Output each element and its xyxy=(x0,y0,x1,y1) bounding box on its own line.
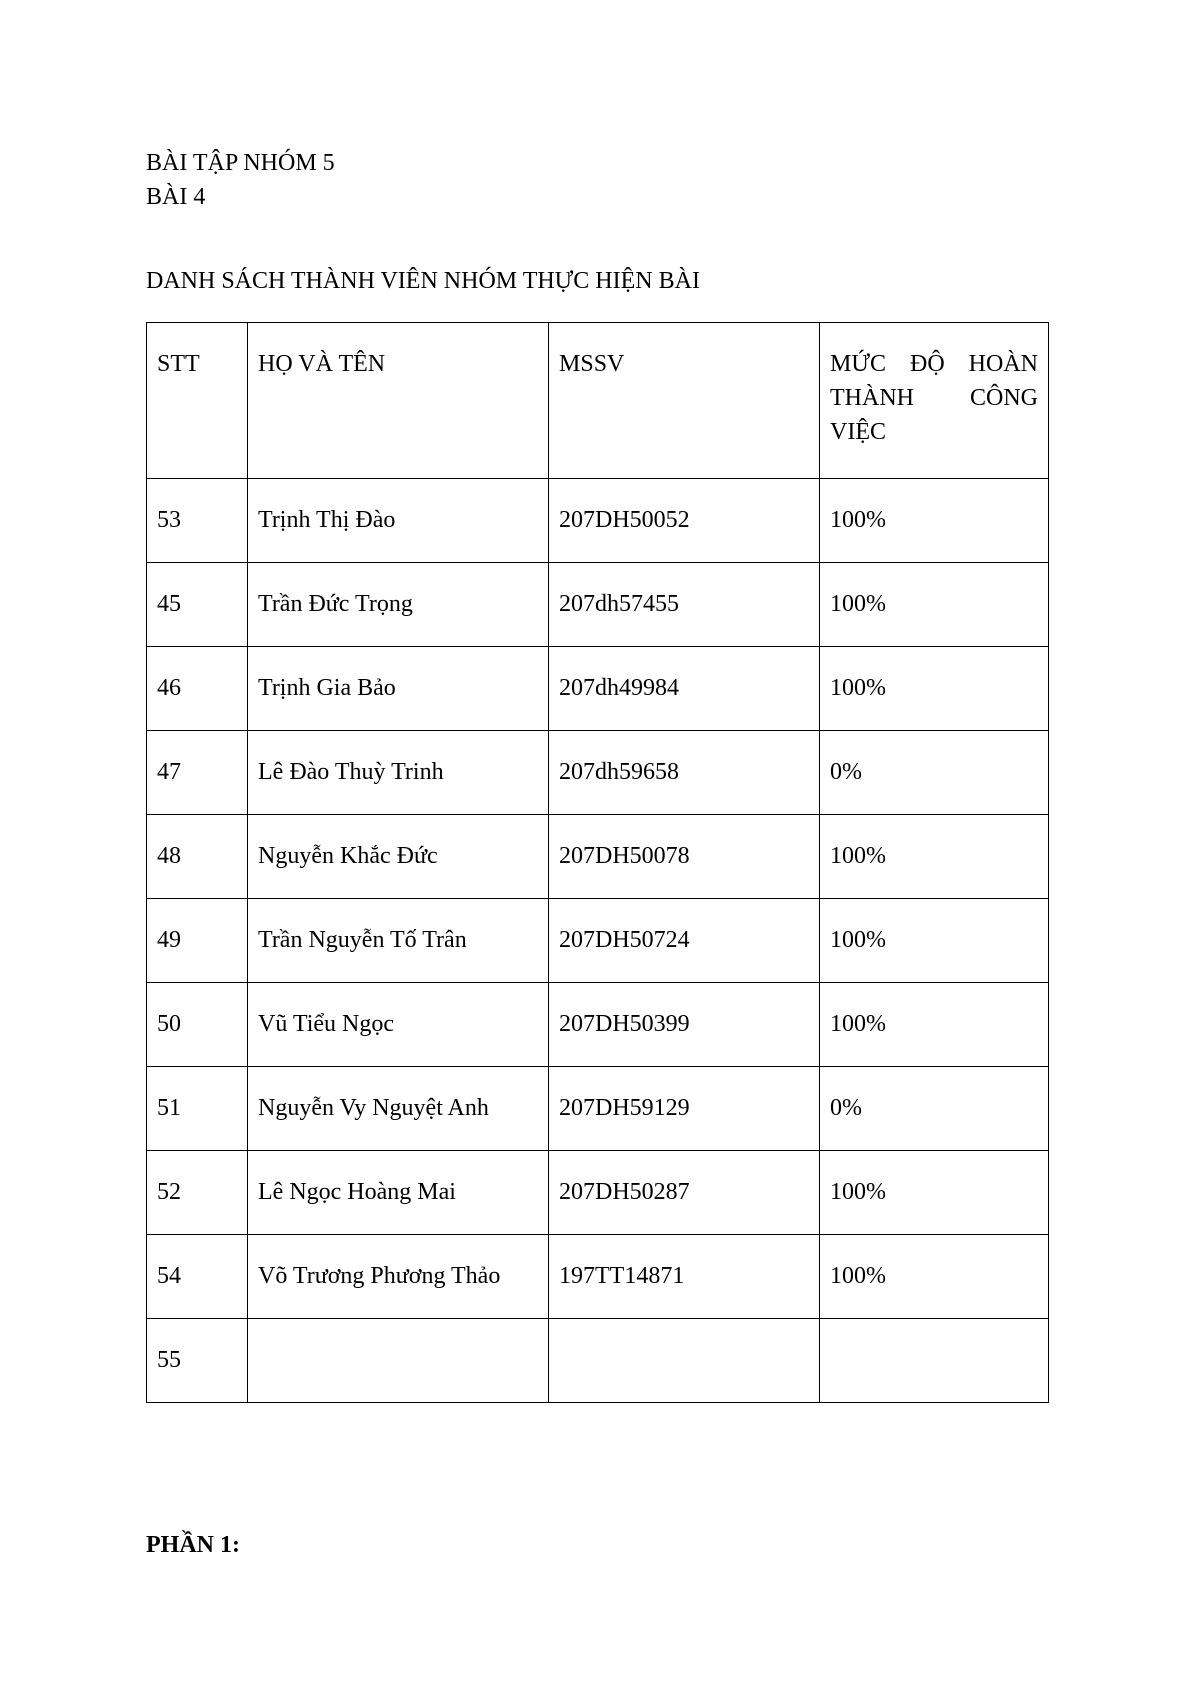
exercise-number: BÀI 4 xyxy=(146,184,206,210)
header-completion-word: ĐỘ xyxy=(909,351,945,377)
cell-mssv xyxy=(549,1319,820,1403)
cell-mssv: 207DH50399 xyxy=(549,983,820,1067)
cell-completion: 100% xyxy=(820,479,1049,563)
table-row xyxy=(147,1067,1049,1151)
cell-stt: 50 xyxy=(147,983,248,1067)
member-list-title: DANH SÁCH THÀNH VIÊN NHÓM THỰC HIỆN BÀI xyxy=(146,268,700,294)
header-completion xyxy=(820,323,1049,479)
header-completion-word: THÀNH xyxy=(830,385,914,411)
cell-completion: 100% xyxy=(820,563,1049,647)
table-row xyxy=(147,731,1049,815)
table-row xyxy=(147,815,1049,899)
header-completion-word: HOÀN xyxy=(968,351,1038,377)
cell-name: Trịnh Gia Bảo xyxy=(248,647,549,731)
cell-stt: 52 xyxy=(147,1151,248,1235)
section-heading: PHẦN 1: xyxy=(146,1532,240,1558)
cell-name: Lê Đào Thuỳ Trinh xyxy=(248,731,549,815)
cell-stt: 49 xyxy=(147,899,248,983)
cell-completion: 100% xyxy=(820,983,1049,1067)
cell-name: Võ Trương Phương Thảo xyxy=(248,1235,549,1319)
cell-name: Nguyễn Vy Nguyệt Anh xyxy=(248,1067,549,1151)
cell-mssv: 207DH59129 xyxy=(549,1067,820,1151)
header-completion-line-2 xyxy=(830,381,1038,415)
cell-mssv: 207DH50078 xyxy=(549,815,820,899)
cell-name: Trịnh Thị Đào xyxy=(248,479,549,563)
cell-stt: 45 xyxy=(147,563,248,647)
table-header-row xyxy=(147,323,1049,479)
cell-completion: 100% xyxy=(820,815,1049,899)
header-mssv: MSSV xyxy=(549,323,820,479)
header-name: HỌ VÀ TÊN xyxy=(248,323,549,479)
member-table xyxy=(146,322,1049,1403)
table-row xyxy=(147,563,1049,647)
cell-stt: 55 xyxy=(147,1319,248,1403)
header-completion-line-1 xyxy=(830,347,1038,381)
cell-completion: 100% xyxy=(820,1151,1049,1235)
cell-completion: 0% xyxy=(820,1067,1049,1151)
cell-mssv: 207dh59658 xyxy=(549,731,820,815)
cell-stt: 48 xyxy=(147,815,248,899)
table-row xyxy=(147,983,1049,1067)
cell-mssv: 197TT14871 xyxy=(549,1235,820,1319)
cell-name: Trần Nguyễn Tố Trân xyxy=(248,899,549,983)
cell-stt: 53 xyxy=(147,479,248,563)
cell-stt: 47 xyxy=(147,731,248,815)
cell-completion xyxy=(820,1319,1049,1403)
table-row xyxy=(147,1151,1049,1235)
table-row xyxy=(147,1319,1049,1403)
cell-mssv: 207dh49984 xyxy=(549,647,820,731)
cell-stt: 54 xyxy=(147,1235,248,1319)
cell-mssv: 207DH50052 xyxy=(549,479,820,563)
header-completion-word: CÔNG xyxy=(969,385,1038,411)
cell-completion: 100% xyxy=(820,647,1049,731)
cell-name xyxy=(248,1319,549,1403)
table-row xyxy=(147,647,1049,731)
cell-name: Vũ Tiểu Ngọc xyxy=(248,983,549,1067)
table-row xyxy=(147,899,1049,983)
cell-stt: 46 xyxy=(147,647,248,731)
table-row xyxy=(147,479,1049,563)
header-completion-line-3: VIỆC xyxy=(830,419,886,445)
assignment-title: BÀI TẬP NHÓM 5 xyxy=(146,150,335,176)
cell-stt: 51 xyxy=(147,1067,248,1151)
cell-name: Lê Ngọc Hoàng Mai xyxy=(248,1151,549,1235)
cell-completion: 100% xyxy=(820,1235,1049,1319)
cell-mssv: 207dh57455 xyxy=(549,563,820,647)
cell-mssv: 207DH50287 xyxy=(549,1151,820,1235)
cell-completion: 100% xyxy=(820,899,1049,983)
cell-name: Nguyễn Khắc Đức xyxy=(248,815,549,899)
header-stt: STT xyxy=(147,323,248,479)
cell-mssv: 207DH50724 xyxy=(549,899,820,983)
cell-name: Trần Đức Trọng xyxy=(248,563,549,647)
cell-completion: 0% xyxy=(820,731,1049,815)
table-row xyxy=(147,1235,1049,1319)
header-completion-word: MỨC xyxy=(830,351,886,377)
